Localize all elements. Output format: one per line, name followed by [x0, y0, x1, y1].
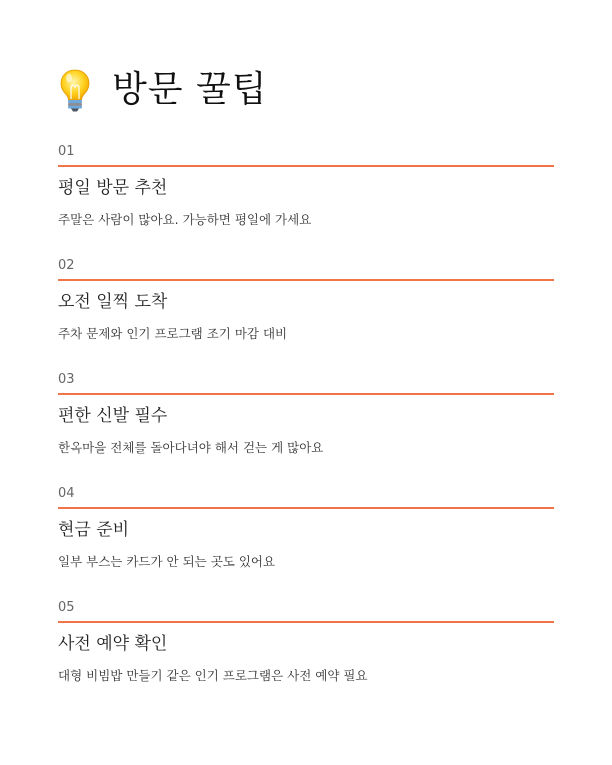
- lightbulb-icon: [58, 68, 92, 112]
- tip-item: [58, 372, 554, 486]
- tip-item: [58, 258, 554, 372]
- tip-title: 사전 예약 확인: [58, 634, 168, 654]
- tip-description: 주차 문제와 인기 프로그램 조기 마감 대비: [58, 326, 288, 341]
- tip-item: [58, 600, 554, 714]
- tip-divider: [58, 165, 554, 167]
- tip-divider: [58, 279, 554, 281]
- tip-description: 주말은 사람이 많아요. 가능하면 평일에 가세요: [58, 212, 312, 227]
- tip-number: 01: [58, 144, 75, 159]
- tip-number: 04: [58, 486, 75, 501]
- tip-title: 현금 준비: [58, 520, 130, 540]
- tip-item: [58, 144, 554, 258]
- tip-title: 오전 일찍 도착: [58, 292, 168, 312]
- page-title: 방문 꿀팁: [112, 69, 268, 110]
- tip-description: 대형 비빔밥 만들기 같은 인기 프로그램은 사전 예약 필요: [58, 668, 368, 683]
- tip-number: 03: [58, 372, 75, 387]
- tip-title: 평일 방문 추천: [58, 178, 168, 198]
- tip-number: 02: [58, 258, 75, 273]
- tip-number: 05: [58, 600, 75, 615]
- tip-item: [58, 486, 554, 600]
- tips-list: [58, 144, 554, 714]
- tip-divider: [58, 621, 554, 623]
- tip-description: 일부 부스는 카드가 안 되는 곳도 있어요: [58, 554, 276, 569]
- tip-divider: [58, 507, 554, 509]
- tip-description: 한옥마을 전체를 돌아다녀야 해서 걷는 게 많아요: [58, 440, 324, 455]
- tip-title: 편한 신발 필수: [58, 406, 168, 426]
- page-header: [58, 66, 554, 114]
- tip-divider: [58, 393, 554, 395]
- tips-page: [58, 66, 554, 683]
